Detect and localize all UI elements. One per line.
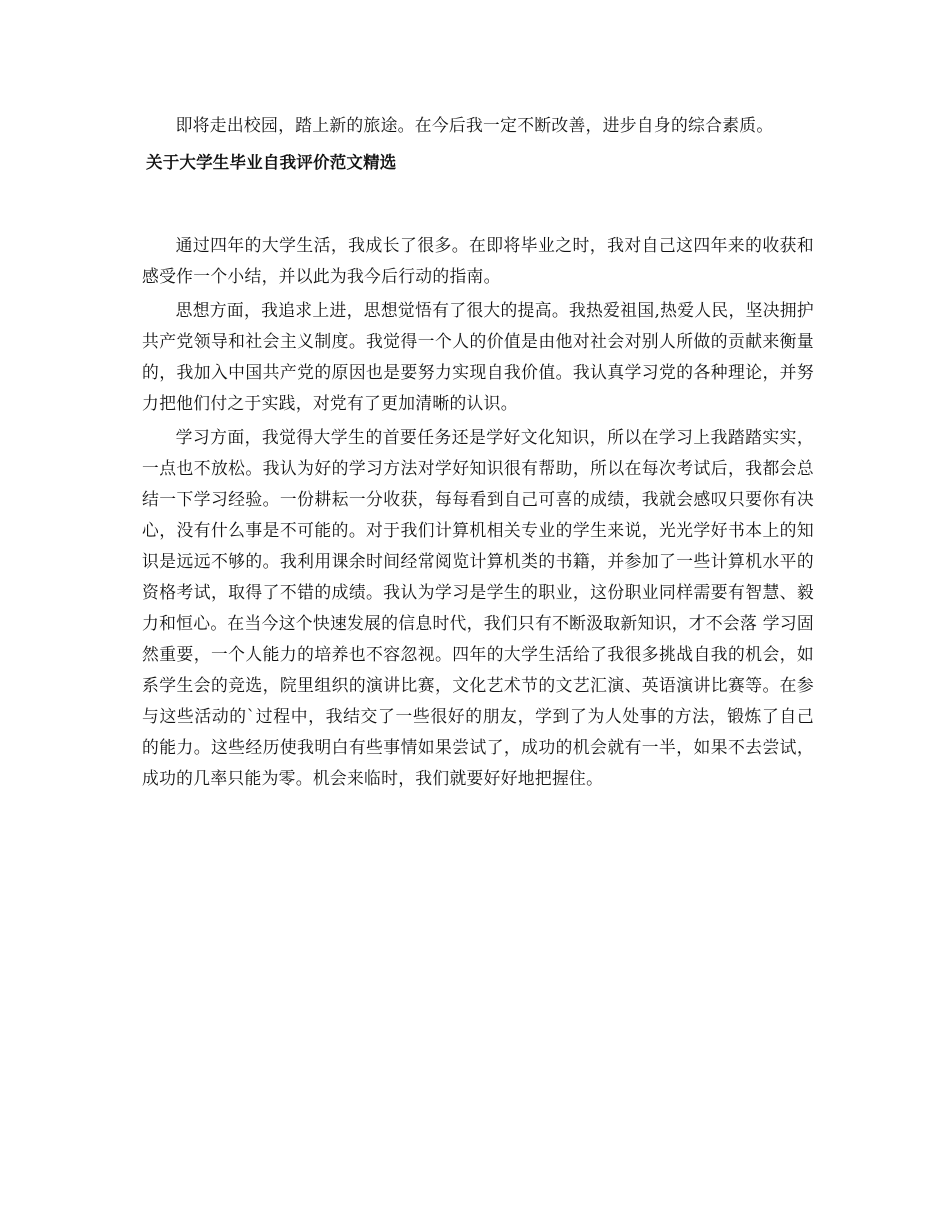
paragraph-intro: 即将走出校园，踏上新的旅途。在今后我一定不断改善，进步自身的综合素质。	[175, 115, 774, 135]
section-heading: 关于大学生毕业自我评价范文精选	[146, 153, 397, 172]
document-page	[142, 110, 814, 794]
spacer	[142, 178, 814, 230]
paragraph-ideology: 思想方面，我追求上进，思想觉悟有了很大的提高。我热爱祖国,热爱人民，坚决拥护共产党领导和社会主义制度。我觉得一个人的价值是由他对社会对别人所做的贡献来衡量的，我加入中国共产党的原因也是要努力实现自我价值。我认真学习党的各种理论，并努力把他们付之于实践，对党有了更加清晰的认识。	[142, 300, 814, 413]
paragraph-study: 学习方面，我觉得大学生的首要任务还是学好文化知识，所以在学习上我踏踏实实，一点也不放松。我认为好的学习方法对学好知识很有帮助，所以在每次考试后，我都会总结一下学习经验。一份耕耘一分收获，每每看到自己可喜的成绩，我就会感叹只要你有决心，没有什么事是不可能的。对于我们计算机相关专业的学生来说，光光学好书本上的知识是远远不够的。我利用课余时间经常阅览计算机类的书籍，并参加了一些计算机水平的资格考试，取得了不错的成绩。我认为学习是学生的职业，这份职业同样需要有智慧、毅力和恒心。在当今这个快速发展的信息时代，我们只有不断汲取新知识，才不会落 学习固然重要，一个人能力的培养也不容忽视。四年的大学生活给了我很多挑战自我的机会，如系学生会的竞选，院里组织的演讲比赛，文化艺术节的文艺汇演、英语演讲比赛等。在参与这些活动的`过程中，我结交了一些很好的朋友，学到了为人处事的方法，锻炼了自己的能力。这些经历使我明白有些事情如果尝试了，成功的机会就有一半，如果不去尝试，成功的几率只能为零。机会来临时，我们就要好好地把握住。	[142, 427, 814, 788]
paragraph-summary: 通过四年的大学生活，我成长了很多。在即将毕业之时，我对自己这四年来的收获和感受作一个小结，并以此为我今后行动的指南。	[142, 235, 814, 286]
